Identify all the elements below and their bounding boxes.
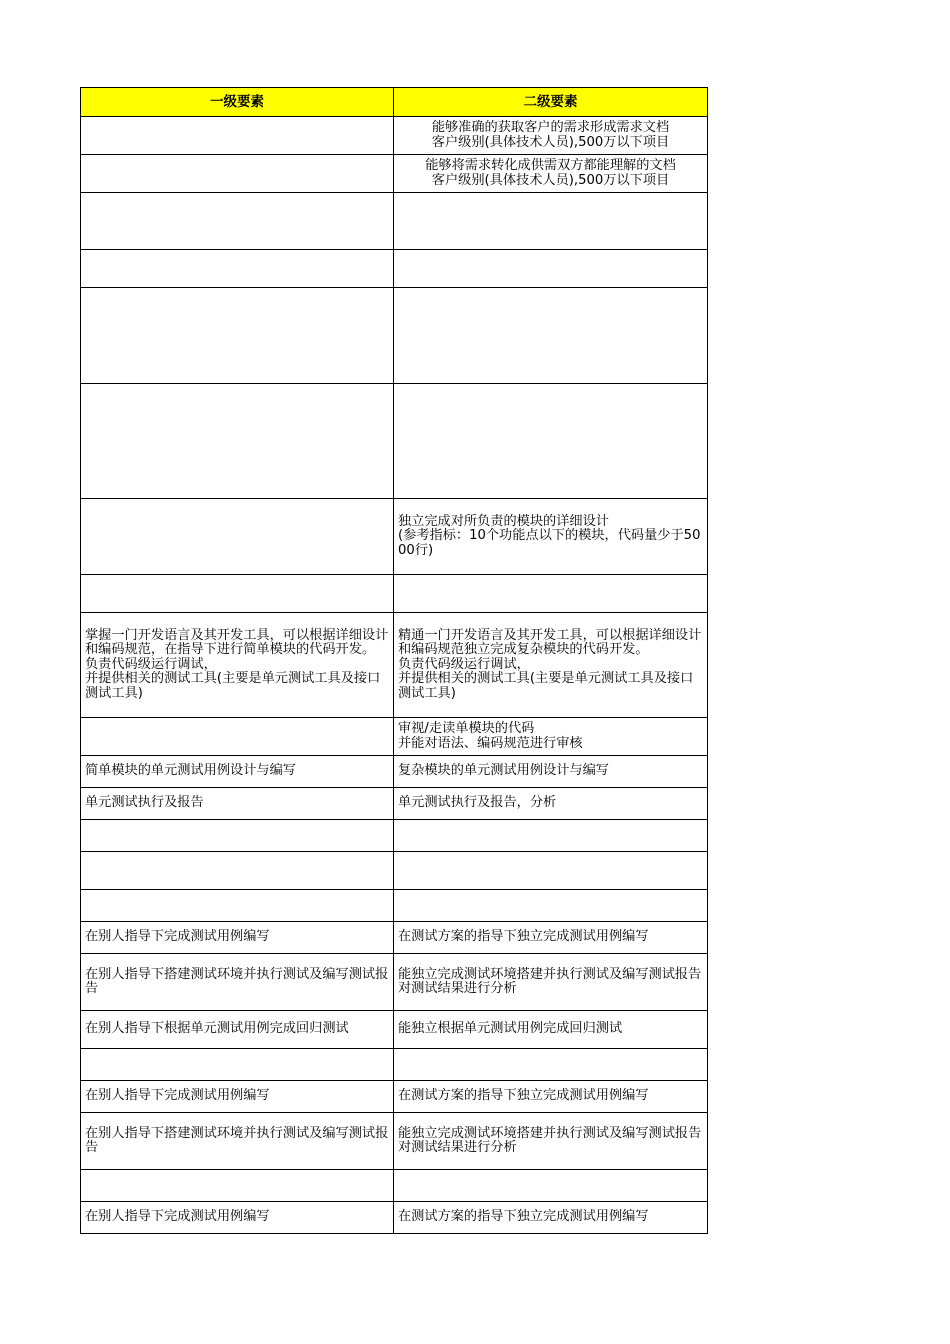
table-row <box>81 384 708 499</box>
table-row <box>81 1049 708 1081</box>
level1-cell[interactable] <box>81 575 394 613</box>
table-row <box>81 499 708 575</box>
competency-table <box>80 87 708 1234</box>
table-row <box>81 954 708 1011</box>
table-row <box>81 193 708 250</box>
level1-cell[interactable] <box>81 852 394 890</box>
level2-cell[interactable] <box>394 250 708 288</box>
header-level2[interactable]: 二级要素 <box>394 88 708 117</box>
level2-cell[interactable]: 能独立完成测试环境搭建并执行测试及编写测试报告 对测试结果进行分析 <box>394 954 708 1011</box>
level1-cell[interactable] <box>81 820 394 852</box>
level1-cell[interactable]: 在别人指导下完成测试用例编写 <box>81 1202 394 1234</box>
header-level1[interactable]: 一级要素 <box>81 88 394 117</box>
level2-cell[interactable]: 在测试方案的指导下独立完成测试用例编写 <box>394 1202 708 1234</box>
table-row <box>81 1113 708 1170</box>
level2-cell[interactable]: 在测试方案的指导下独立完成测试用例编写 <box>394 1081 708 1113</box>
table-row <box>81 117 708 155</box>
level2-cell[interactable] <box>394 1049 708 1081</box>
level1-cell[interactable]: 在别人指导下完成测试用例编写 <box>81 922 394 954</box>
level1-cell[interactable]: 在别人指导下根据单元测试用例完成回归测试 <box>81 1011 394 1049</box>
table-row <box>81 820 708 852</box>
level1-cell[interactable]: 在别人指导下完成测试用例编写 <box>81 1081 394 1113</box>
level1-cell[interactable] <box>81 1170 394 1202</box>
table-row <box>81 922 708 954</box>
table-row <box>81 890 708 922</box>
table-row <box>81 155 708 193</box>
level2-cell[interactable]: 精通一门开发语言及其开发工具，可以根据详细设计和编码规范独立完成复杂模块的代码开发。 负责代码级运行调试， 并提供相关的测试工具(主要是单元测试工具及接口测试工具) <box>394 613 708 718</box>
table-row <box>81 1081 708 1113</box>
level1-cell[interactable] <box>81 288 394 384</box>
level2-cell[interactable]: 能独立完成测试环境搭建并执行测试及编写测试报告 对测试结果进行分析 <box>394 1113 708 1170</box>
level1-cell[interactable] <box>81 718 394 756</box>
level2-cell[interactable] <box>394 384 708 499</box>
level2-cell[interactable]: 单元测试执行及报告，分析 <box>394 788 708 820</box>
level2-cell[interactable]: 独立完成对所负责的模块的详细设计 (参考指标：10个功能点以下的模块，代码量少于5000行) <box>394 499 708 575</box>
table-row <box>81 718 708 756</box>
level1-cell[interactable] <box>81 193 394 250</box>
level1-cell[interactable]: 掌握一门开发语言及其开发工具，可以根据详细设计和编码规范，在指导下进行简单模块的代码开发。 负责代码级运行调试， 并提供相关的测试工具(主要是单元测试工具及接口测试工具) <box>81 613 394 718</box>
table-row <box>81 288 708 384</box>
level2-cell[interactable]: 能够将需求转化成供需双方都能理解的文档 客户级别(具体技术人员),500万以下项目 <box>394 155 708 193</box>
level1-cell[interactable] <box>81 117 394 155</box>
table-row <box>81 575 708 613</box>
level1-cell[interactable] <box>81 155 394 193</box>
level1-cell[interactable] <box>81 250 394 288</box>
table-row <box>81 852 708 890</box>
level2-cell[interactable] <box>394 1170 708 1202</box>
table-row <box>81 756 708 788</box>
level2-cell[interactable] <box>394 820 708 852</box>
table-row <box>81 788 708 820</box>
table-row <box>81 250 708 288</box>
level1-cell[interactable]: 在别人指导下搭建测试环境并执行测试及编写测试报告 <box>81 1113 394 1170</box>
level2-cell[interactable]: 能独立根据单元测试用例完成回归测试 <box>394 1011 708 1049</box>
table-row <box>81 1170 708 1202</box>
header-row <box>81 88 708 117</box>
level1-cell[interactable]: 单元测试执行及报告 <box>81 788 394 820</box>
level1-cell[interactable]: 简单模块的单元测试用例设计与编写 <box>81 756 394 788</box>
table-row <box>81 1202 708 1234</box>
level1-cell[interactable] <box>81 384 394 499</box>
level2-cell[interactable] <box>394 193 708 250</box>
level2-cell[interactable]: 复杂模块的单元测试用例设计与编写 <box>394 756 708 788</box>
level2-cell[interactable]: 审视/走读单模块的代码 并能对语法、编码规范进行审核 <box>394 718 708 756</box>
table-row <box>81 1011 708 1049</box>
level1-cell[interactable]: 在别人指导下搭建测试环境并执行测试及编写测试报告 <box>81 954 394 1011</box>
level2-cell[interactable] <box>394 890 708 922</box>
level2-cell[interactable] <box>394 575 708 613</box>
level2-cell[interactable]: 能够准确的获取客户的需求形成需求文档 客户级别(具体技术人员),500万以下项目 <box>394 117 708 155</box>
level2-cell[interactable]: 在测试方案的指导下独立完成测试用例编写 <box>394 922 708 954</box>
table-row <box>81 613 708 718</box>
level2-cell[interactable] <box>394 288 708 384</box>
level2-cell[interactable] <box>394 852 708 890</box>
level1-cell[interactable] <box>81 890 394 922</box>
level1-cell[interactable] <box>81 1049 394 1081</box>
level1-cell[interactable] <box>81 499 394 575</box>
